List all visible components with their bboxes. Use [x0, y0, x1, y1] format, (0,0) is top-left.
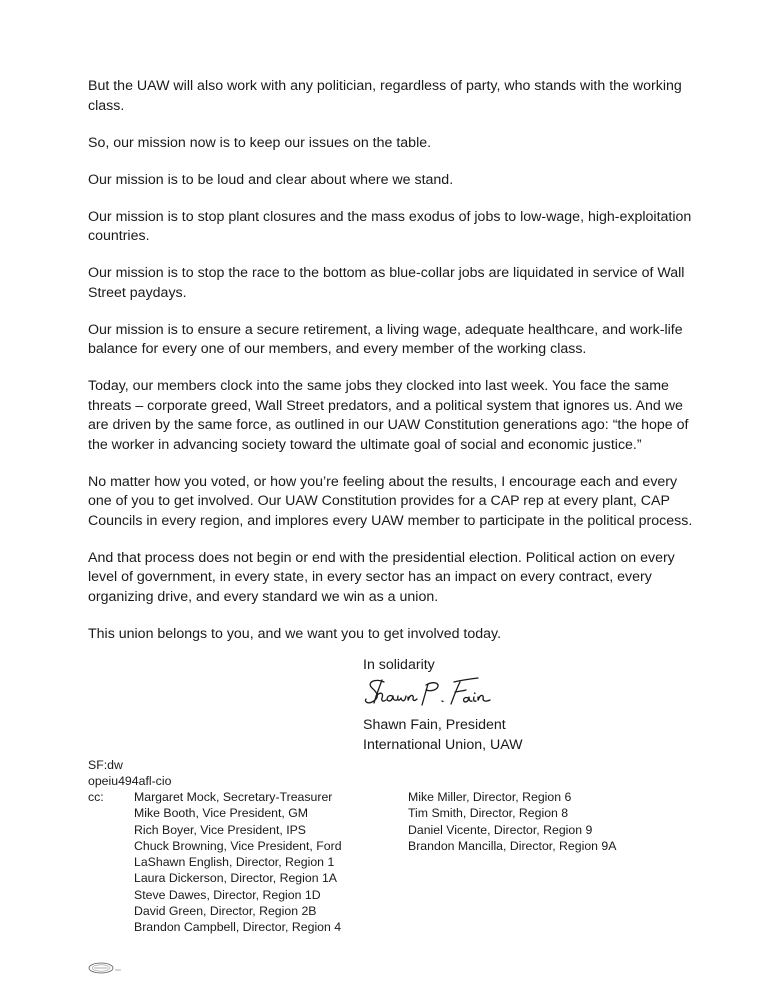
closing: In solidarity	[363, 657, 435, 673]
paragraph: Our mission is to ensure a secure retirement, a living wage, adequate healthcare, and work-life balance for every one of our members, and every member of the working class.	[88, 321, 683, 357]
cc-recipient: Brandon Campbell, Director, Region 4	[134, 920, 342, 935]
cc-label: cc:	[88, 790, 104, 804]
paragraph: Our mission is to be loud and clear about where we stand.	[88, 171, 454, 188]
union-code: opeiu494afl-cio	[88, 774, 172, 789]
cc-recipient: Brandon Mancilla, Director, Region 9A	[408, 838, 617, 853]
letter-body	[88, 77, 698, 662]
signer-block	[363, 716, 523, 755]
cc-recipient: Tim Smith, Director, Region 8	[408, 806, 569, 821]
signer-organization: International Union, UAW	[363, 736, 523, 753]
signature	[362, 674, 502, 714]
cc-recipient: Chuck Browning, Vice President, Ford	[134, 838, 342, 853]
cc-recipient: Laura Dickerson, Director, Region 1A	[134, 871, 337, 886]
cc-recipient: Rich Boyer, Vice President, IPS	[134, 822, 307, 837]
paragraph: But the UAW will also work with any politician, regardless of party, who stands with the working class.	[88, 78, 682, 114]
union-label-icon	[88, 962, 122, 974]
paragraph: Our mission is to stop the race to the bottom as blue-collar jobs are liquidated in service of Wall Street paydays.	[88, 265, 685, 301]
paragraph: So, our mission now is to keep our issues on the table.	[88, 134, 432, 151]
cc-list-right	[408, 789, 616, 854]
paragraph: Our mission is to stop plant closures and the mass exodus of jobs to low-wage, high-exploitation countries.	[88, 208, 692, 244]
cc-recipient: Steve Dawes, Director, Region 1D	[134, 887, 321, 902]
typist-initials: SF:dw	[88, 758, 123, 772]
paragraph: This union belongs to you, and we want you to get involved today.	[88, 625, 502, 642]
signer-name: Shawn Fain, President	[363, 717, 506, 733]
cc-recipient: Mike Booth, Vice President, GM	[134, 806, 309, 821]
cc-recipient: Daniel Vicente, Director, Region 9	[408, 822, 593, 837]
cc-recipient: Mike Miller, Director, Region 6	[408, 790, 572, 804]
cc-recipient: David Green, Director, Region 2B	[134, 904, 317, 919]
paragraph: No matter how you voted, or how you’re feeling about the results, I encourage each and every one of you to get involved. Our UAW Constitution provides for a CAP rep at every plant, CAP Councils in every region, and implores every UAW member to participate in the political process.	[88, 473, 693, 529]
reference-initials	[88, 757, 171, 790]
paragraph: And that process does not begin or end with the presidential election. Political action on every level of government, in every state, in every sector has an impact on every contract, every organizing drive, and every standard we win as a union.	[88, 549, 675, 605]
cc-list-left	[134, 789, 342, 936]
cc-recipient: Margaret Mock, Secretary-Treasurer	[134, 790, 333, 804]
paragraph: Today, our members clock into the same jobs they clocked into last week. You face the same threats – corporate greed, Wall Street predators, and a political system that ignores us. And we are driven by the same force, as outlined in our UAW Constitution generations ago: “the hope of the worker in advancing society toward the ultimate goal of social and economic justice.”	[88, 378, 689, 453]
cc-recipient: LaShawn English, Director, Region 1	[134, 855, 335, 870]
